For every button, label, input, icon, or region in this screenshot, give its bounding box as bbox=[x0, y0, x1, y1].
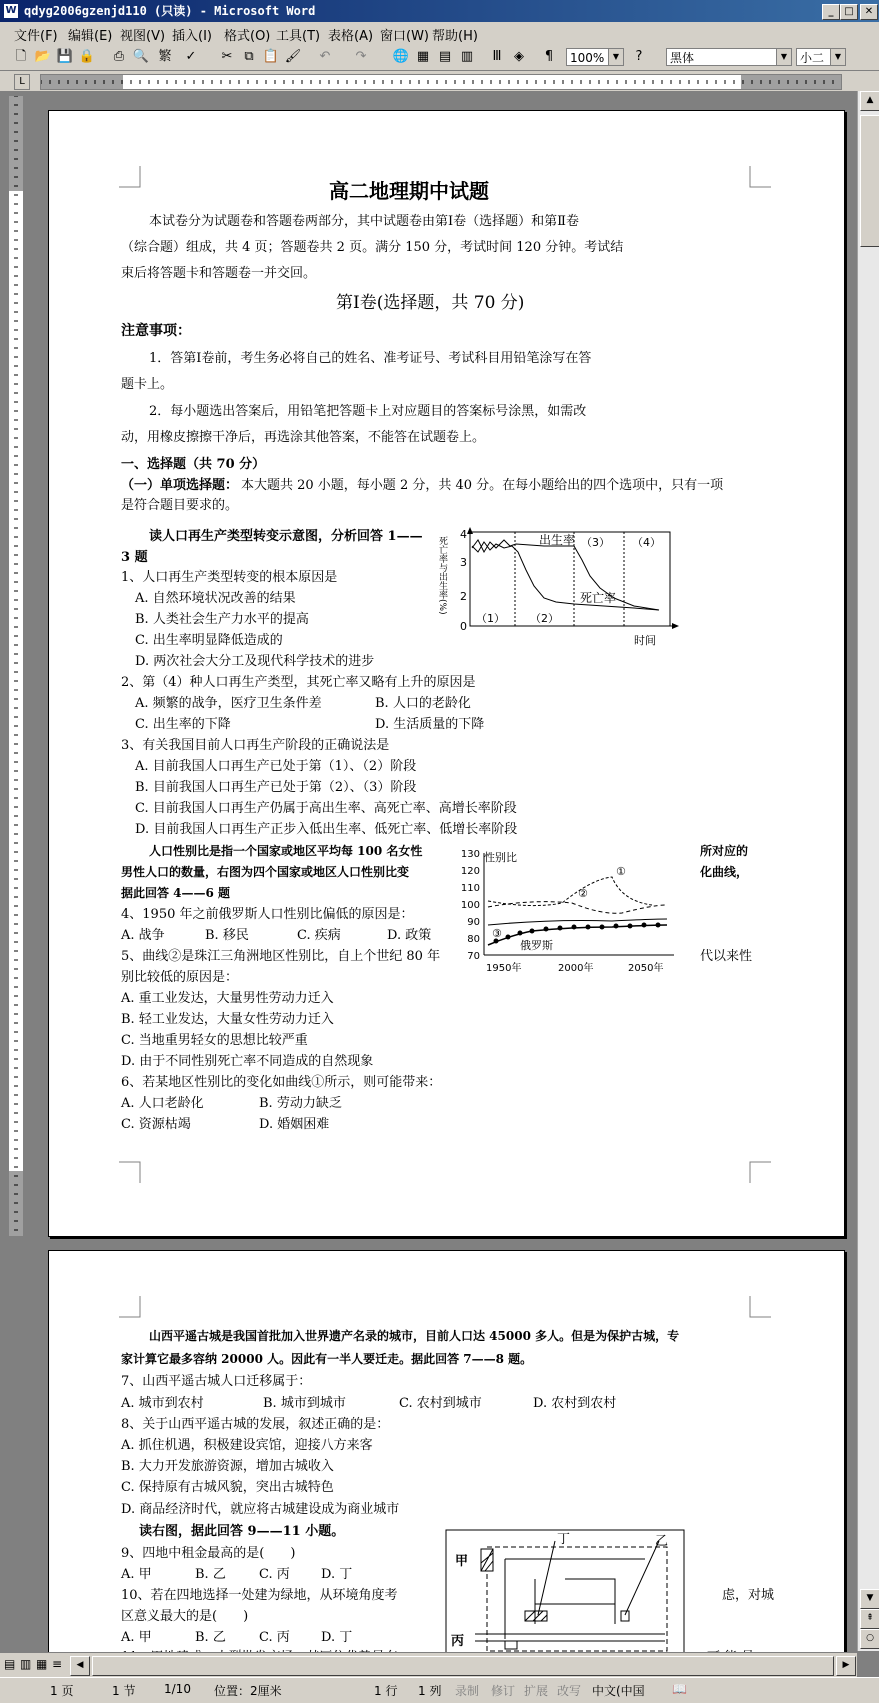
menu-view[interactable]: 视图(V) bbox=[120, 29, 166, 44]
option: B. 轻工业发达，大量女性劳动力迁入 bbox=[121, 1012, 334, 1027]
notice-line: 题卡上。 bbox=[121, 377, 174, 392]
horizontal-ruler[interactable] bbox=[0, 71, 879, 91]
option: B. 城市到城市 bbox=[263, 1396, 346, 1411]
chevron-down-icon: ▼ bbox=[830, 49, 845, 65]
option: D. 政策 bbox=[387, 928, 432, 943]
map-label-yi: 乙 bbox=[655, 1534, 669, 1549]
question-10: 10、若在四地选择一处建为绿地，从环境角度考 bbox=[121, 1588, 398, 1603]
new-icon[interactable]: 🗋 bbox=[15, 49, 27, 64]
crop-mark bbox=[749, 1161, 771, 1183]
status-section: 1 节 bbox=[112, 1684, 136, 1698]
chart2-mark: ② bbox=[578, 887, 588, 900]
question-6: 6、若某地区性别比的变化如曲线①所示，则可能带来： bbox=[121, 1075, 442, 1090]
normal-view-icon[interactable]: ▤ bbox=[4, 1657, 16, 1671]
chart1-stage-label: （3） bbox=[581, 536, 610, 549]
question-8: 8、关于山西平遥古城的发展，叙述正确的是： bbox=[121, 1417, 390, 1432]
intro-line: （综合题）组成，共 4 页；答题卷共 2 页。满分 150 分，考试时间 120 分钟。考试结 bbox=[121, 240, 624, 255]
crop-mark bbox=[119, 1296, 141, 1318]
standard-toolbar bbox=[0, 44, 879, 71]
document-page-2 bbox=[48, 1250, 845, 1662]
option: A. 自然环境状况改善的结果 bbox=[135, 591, 296, 606]
option: A. 目前我国人口再生产已处于第（1）、（2）阶段 bbox=[135, 759, 417, 774]
permission-icon[interactable]: 🔒 bbox=[78, 49, 96, 64]
option: C. 丙 bbox=[259, 1567, 290, 1582]
chart1-ylabel: 死亡率与出生率(%) bbox=[437, 536, 447, 615]
option: C. 当地重男轻女的思想比较严重 bbox=[121, 1033, 308, 1048]
chart2-ylabel: 性别比 bbox=[484, 851, 517, 864]
option: D. 两次社会大分工及现代科学技术的进步 bbox=[135, 654, 375, 669]
crop-mark bbox=[749, 166, 771, 188]
option: A. 频繁的战争，医疗卫生条件差 bbox=[135, 696, 322, 711]
chart1-ytick: 2 bbox=[460, 590, 467, 603]
read-prompt: 所对应的 bbox=[700, 844, 749, 858]
title-bar bbox=[0, 0, 879, 22]
option: B. 人类社会生产力水平的提高 bbox=[135, 612, 309, 627]
option: B. 移民 bbox=[205, 928, 249, 943]
chevron-down-icon: ▼ bbox=[608, 49, 623, 65]
option: C. 资源枯竭 bbox=[121, 1117, 191, 1132]
notice-line: 2．每小题选出答案后，用铅笔把答题卡上对应题目的答案标号涂黑，如需改 bbox=[149, 404, 587, 419]
demographic-transition-chart bbox=[434, 526, 684, 656]
option: A. 城市到农村 bbox=[121, 1396, 204, 1411]
question-1: 1、人口再生产类型转变的根本原因是 bbox=[121, 570, 338, 585]
option: C. 出生率明显降低造成的 bbox=[135, 633, 283, 648]
chart1-stage-label: （1） bbox=[476, 612, 505, 625]
option: B. 乙 bbox=[195, 1567, 226, 1582]
chart1-ytick: 3 bbox=[460, 556, 467, 569]
subsection-text: 是符合题目要求的。 bbox=[121, 498, 239, 513]
hyperlink-icon[interactable]: 🌐 bbox=[392, 49, 410, 64]
question-5: 5、曲线②是珠江三角洲地区性别比，自上个世纪 80 年 bbox=[121, 949, 441, 964]
option: D. 丁 bbox=[321, 1567, 353, 1582]
zoom-select[interactable] bbox=[566, 48, 624, 66]
vruler-ticks bbox=[9, 96, 23, 1236]
zoom-value: 100% bbox=[570, 51, 605, 65]
status-overtype[interactable]: 改写 bbox=[557, 1684, 582, 1698]
status-column: 1 列 bbox=[418, 1684, 442, 1698]
read-prompt: 据此回答 4——6 题 bbox=[121, 886, 231, 900]
menu-tools[interactable]: 工具(T) bbox=[276, 29, 321, 44]
previous-page-icon[interactable]: ⇞ bbox=[860, 1609, 879, 1629]
traditional-chinese-button[interactable]: 繁 bbox=[158, 49, 172, 64]
crop-mark bbox=[749, 1296, 771, 1318]
show-hide-icon[interactable]: ¶ bbox=[544, 49, 554, 64]
maximize-button[interactable]: □ bbox=[840, 4, 858, 20]
status-line: 1 行 bbox=[374, 1684, 398, 1698]
word-icon: W bbox=[5, 5, 17, 16]
option: A. 战争 bbox=[121, 928, 165, 943]
drawing-icon[interactable]: ◈ bbox=[514, 49, 524, 64]
menu-bar bbox=[0, 22, 879, 45]
font-value: 黑体 bbox=[670, 51, 695, 65]
tables-borders-icon[interactable]: ▦ bbox=[416, 49, 430, 64]
intro-line: 束后将答题卡和答题卷一并交回。 bbox=[121, 266, 317, 281]
chart1-birth-label: 出生率 bbox=[539, 533, 576, 547]
chart2-ytick: 100 bbox=[460, 900, 480, 911]
select-browse-object-icon[interactable]: ○ bbox=[860, 1629, 879, 1649]
undo-icon[interactable]: ↶ bbox=[319, 49, 331, 64]
option: B. 劳动力缺乏 bbox=[259, 1096, 342, 1111]
menu-format[interactable]: 格式(O) bbox=[224, 29, 271, 44]
option: B. 目前我国人口再生产已处于第（2）、（3）阶段 bbox=[135, 780, 417, 795]
map-label-ding: 丁 bbox=[557, 1532, 571, 1547]
chart2-russia-label: 俄罗斯 bbox=[520, 939, 553, 952]
option: D. 商品经济时代，就应将古城建设成为商业城市 bbox=[121, 1502, 400, 1517]
chart2-ytick: 70 bbox=[467, 951, 480, 962]
question-4: 4、1950 年之前俄罗斯人口性别比偏低的原因是： bbox=[121, 907, 414, 922]
chart2-ytick: 110 bbox=[460, 883, 480, 894]
read-prompt: 山西平遥古城是我国首批加入世界遗产名录的城市，目前人口达 45000 多人。但是为保护古城，专 bbox=[149, 1329, 680, 1343]
section-heading: 一、选择题（共 70 分） bbox=[121, 457, 266, 472]
option: A. 人口老龄化 bbox=[121, 1096, 204, 1111]
spelling-icon[interactable]: ✓ bbox=[185, 49, 197, 64]
ruler-ticks bbox=[41, 75, 841, 89]
sex-ratio-chart bbox=[452, 849, 677, 974]
status-track-changes[interactable]: 修订 bbox=[491, 1684, 516, 1698]
chart2-ytick: 120 bbox=[460, 866, 480, 877]
chart1-stage-label: （2） bbox=[530, 612, 559, 625]
redo-icon[interactable]: ↷ bbox=[355, 49, 367, 64]
tab-selector[interactable]: L bbox=[14, 74, 30, 90]
read-prompt: 3 题 bbox=[121, 550, 148, 565]
chart1-ytick: 0 bbox=[460, 620, 467, 633]
crop-mark bbox=[119, 166, 141, 188]
status-position: 位置：2厘米 bbox=[214, 1684, 282, 1698]
read-prompt: 男性人口的数量，右图为四个国家或地区人口性别比变 bbox=[121, 865, 410, 879]
question-7: 7、山西平遥古城人口迁移属于： bbox=[121, 1374, 312, 1389]
save-icon[interactable]: 💾 bbox=[56, 49, 74, 64]
map-roads bbox=[505, 1559, 645, 1639]
outline-view-icon[interactable]: ≡ bbox=[52, 1657, 63, 1671]
chart2-curve-3 bbox=[488, 919, 667, 925]
chart1-stage-label: （4） bbox=[632, 536, 661, 549]
map-hatch bbox=[525, 1611, 547, 1621]
chart2-mark: ③ bbox=[492, 927, 502, 940]
menu-insert[interactable]: 插入(I) bbox=[172, 29, 212, 44]
question-10-cont: 区意义最大的是( ) bbox=[121, 1609, 249, 1624]
read-prompt: 人口性别比是指一个国家或地区平均每 100 名女性 bbox=[149, 844, 423, 858]
chart2-russia-curve bbox=[488, 925, 667, 945]
read-prompt: 读人口再生产类型转变示意图，分析回答 1—— bbox=[149, 529, 423, 544]
vertical-ruler[interactable] bbox=[8, 95, 24, 1237]
notice-heading: 注意事项： bbox=[121, 323, 191, 339]
columns-icon[interactable]: Ⅲ bbox=[492, 49, 502, 64]
notice-line: 1．答第Ⅰ卷前，考生务必将自己的姓名、准考证号、考试科目用铅笔涂写在答 bbox=[149, 351, 592, 366]
scroll-right-icon[interactable]: ▶ bbox=[836, 1656, 856, 1676]
help-icon[interactable]: ? bbox=[635, 49, 643, 64]
option: D. 婚姻困难 bbox=[259, 1117, 330, 1132]
map-area-yi bbox=[621, 1611, 629, 1621]
status-page: 1 页 bbox=[50, 1684, 74, 1698]
minimize-button[interactable]: _ bbox=[822, 4, 840, 20]
menu-edit[interactable]: 编辑(E) bbox=[68, 29, 113, 44]
chart2-ytick: 130 bbox=[460, 849, 480, 860]
font-size-value: 小二 bbox=[800, 51, 825, 65]
chart1-death-rate-line bbox=[472, 542, 659, 610]
chevron-down-icon: ▼ bbox=[776, 49, 791, 65]
chart2-xtick: 2000年 bbox=[558, 963, 594, 974]
horizontal-scrollbar[interactable] bbox=[0, 1652, 857, 1677]
insert-excel-icon[interactable]: ▥ bbox=[460, 49, 474, 64]
map-railway bbox=[475, 1634, 665, 1641]
option: A. 抓住机遇，积极建设宾馆，迎接八方来客 bbox=[121, 1438, 373, 1453]
status-language: 中文(中国 bbox=[592, 1684, 645, 1698]
chart1-xlabel: 时间 bbox=[634, 634, 656, 647]
vertical-scrollbar[interactable] bbox=[857, 91, 879, 1651]
option: C. 农村到城市 bbox=[399, 1396, 482, 1411]
window-title: qdyg2006gzenjd110 (只读) - Microsoft Word bbox=[24, 4, 316, 18]
scroll-down-icon[interactable]: ▼ bbox=[860, 1589, 879, 1609]
option: B. 人口的老龄化 bbox=[375, 696, 471, 711]
menu-help[interactable]: 帮助(H) bbox=[432, 29, 478, 44]
question-5-cont: 别比较低的原因是： bbox=[121, 970, 239, 985]
status-record[interactable]: 录制 bbox=[455, 1684, 480, 1698]
format-painter-icon[interactable]: 🖌 bbox=[284, 49, 302, 64]
read-prompt: 化曲线， bbox=[700, 865, 749, 879]
question-5-cont: 代以来性 bbox=[700, 949, 753, 964]
map-label-bing: 丙 bbox=[451, 1634, 465, 1649]
status-extend[interactable]: 扩展 bbox=[524, 1684, 549, 1698]
option: C. 疾病 bbox=[297, 928, 341, 943]
menu-file[interactable]: 文件(F) bbox=[14, 29, 58, 44]
status-bar bbox=[0, 1677, 879, 1703]
print-preview-icon[interactable]: 🔍 bbox=[132, 49, 150, 64]
map-area-ding bbox=[525, 1611, 547, 1621]
question-9: 9、四地中租金最高的是( ) bbox=[121, 1546, 296, 1561]
subsection-text: 本大题共 20 小题，每小题 2 分，共 40 分。在每小题给出的四个选项中，只有一项 bbox=[241, 478, 724, 493]
option: A. 甲 bbox=[121, 1567, 152, 1582]
option: A. 重工业发达，大量男性劳动力迁入 bbox=[121, 991, 334, 1006]
document-page-1 bbox=[48, 110, 845, 1237]
chart2-curve-1 bbox=[488, 877, 652, 906]
print-icon[interactable]: ⎙ bbox=[113, 49, 125, 64]
option: D. 目前我国人口再生产正步入低出生率、低死亡率、低增长率阶段 bbox=[135, 822, 518, 837]
horizontal-scroll-thumb[interactable] bbox=[92, 1656, 834, 1676]
city-map-diagram bbox=[445, 1529, 685, 1659]
subsection-heading: （一）单项选择题： bbox=[121, 478, 239, 493]
chart1-x-arrow bbox=[672, 623, 679, 629]
chart2-xtick: 2050年 bbox=[628, 963, 664, 974]
spelling-status-icon[interactable]: 📖 bbox=[672, 1682, 687, 1696]
paste-icon[interactable]: 📋 bbox=[262, 49, 280, 64]
notice-line: 动，用橡皮擦擦干净后，再选涂其他答案，不能答在试题卷上。 bbox=[121, 430, 486, 445]
option: C. 出生率的下降 bbox=[135, 717, 231, 732]
chart1-birth-rate-line bbox=[472, 540, 659, 610]
map-pointer-yi bbox=[625, 1541, 659, 1615]
chart2-curve-2 bbox=[488, 902, 667, 914]
scroll-up-icon[interactable]: ▲ bbox=[860, 91, 879, 111]
open-icon[interactable]: 📂 bbox=[34, 49, 52, 64]
read-prompt: 家计算它最多容纳 20000 人。因此有一半人要迁走。据此回答 7——8 题。 bbox=[121, 1352, 533, 1366]
ruler-strip bbox=[40, 74, 842, 90]
option: D. 农村到农村 bbox=[533, 1396, 617, 1411]
intro-line: 本试卷分为试题卷和答题卷两部分，其中试题卷由第Ⅰ卷（选择题）和第Ⅱ卷 bbox=[149, 214, 579, 229]
font-select[interactable] bbox=[666, 48, 792, 66]
close-button[interactable]: ✕ bbox=[860, 4, 878, 20]
question-2: 2、第（4）种人口再生产类型，其死亡率又略有上升的原因是 bbox=[121, 675, 476, 690]
question-10-cont: 虑，对城 bbox=[722, 1588, 775, 1603]
print-layout-icon[interactable]: ▦ bbox=[36, 1657, 48, 1671]
read-prompt: 读右图，据此回答 9——11 小题。 bbox=[139, 1524, 345, 1539]
doc-title: 高二地理期中试题 bbox=[329, 179, 489, 203]
chart2-xtick: 1950年 bbox=[486, 963, 522, 974]
scroll-thumb[interactable] bbox=[860, 115, 879, 247]
scroll-left-icon[interactable]: ◀ bbox=[70, 1656, 90, 1676]
option: C. 目前我国人口再生产仍属于高出生率、高死亡率、高增长率阶段 bbox=[135, 801, 517, 816]
option: D. 生活质量的下降 bbox=[375, 717, 485, 732]
part-heading: 第Ⅰ卷(选择题，共 70 分) bbox=[336, 293, 525, 313]
option: C. 丙 bbox=[259, 1630, 290, 1645]
crop-mark bbox=[119, 1161, 141, 1183]
option: A. 甲 bbox=[121, 1630, 152, 1645]
option: B. 大力开发旅游资源，增加古城收入 bbox=[121, 1459, 334, 1474]
status-page-of: 1/10 bbox=[164, 1682, 191, 1696]
question-3: 3、有关我国目前人口再生产阶段的正确说法是 bbox=[121, 738, 390, 753]
chart1-ytick: 4 bbox=[460, 528, 467, 541]
map-label-jia: 甲 bbox=[455, 1554, 469, 1569]
option: B. 乙 bbox=[195, 1630, 226, 1645]
option: D. 由于不同性别死亡率不同造成的自然现象 bbox=[121, 1054, 374, 1069]
menu-window[interactable]: 窗口(W) bbox=[380, 29, 429, 44]
option: C. 保持原有古城风貌，突出古城特色 bbox=[121, 1480, 334, 1495]
web-view-icon[interactable]: ▥ bbox=[20, 1657, 32, 1671]
option: D. 丁 bbox=[321, 1630, 353, 1645]
cut-icon[interactable]: ✂ bbox=[221, 49, 233, 64]
font-size-select[interactable] bbox=[796, 48, 846, 66]
copy-icon[interactable]: ⧉ bbox=[244, 49, 254, 64]
chart2-mark: ① bbox=[616, 865, 626, 878]
chart1-death-label: 死亡率 bbox=[580, 591, 617, 605]
chart2-ytick: 80 bbox=[467, 934, 480, 945]
chart2-ytick: 90 bbox=[467, 917, 480, 928]
insert-table-icon[interactable]: ▤ bbox=[438, 49, 452, 64]
map-city-boundary bbox=[487, 1547, 667, 1651]
menu-table[interactable]: 表格(A) bbox=[328, 29, 374, 44]
map-area-bing bbox=[505, 1641, 517, 1649]
